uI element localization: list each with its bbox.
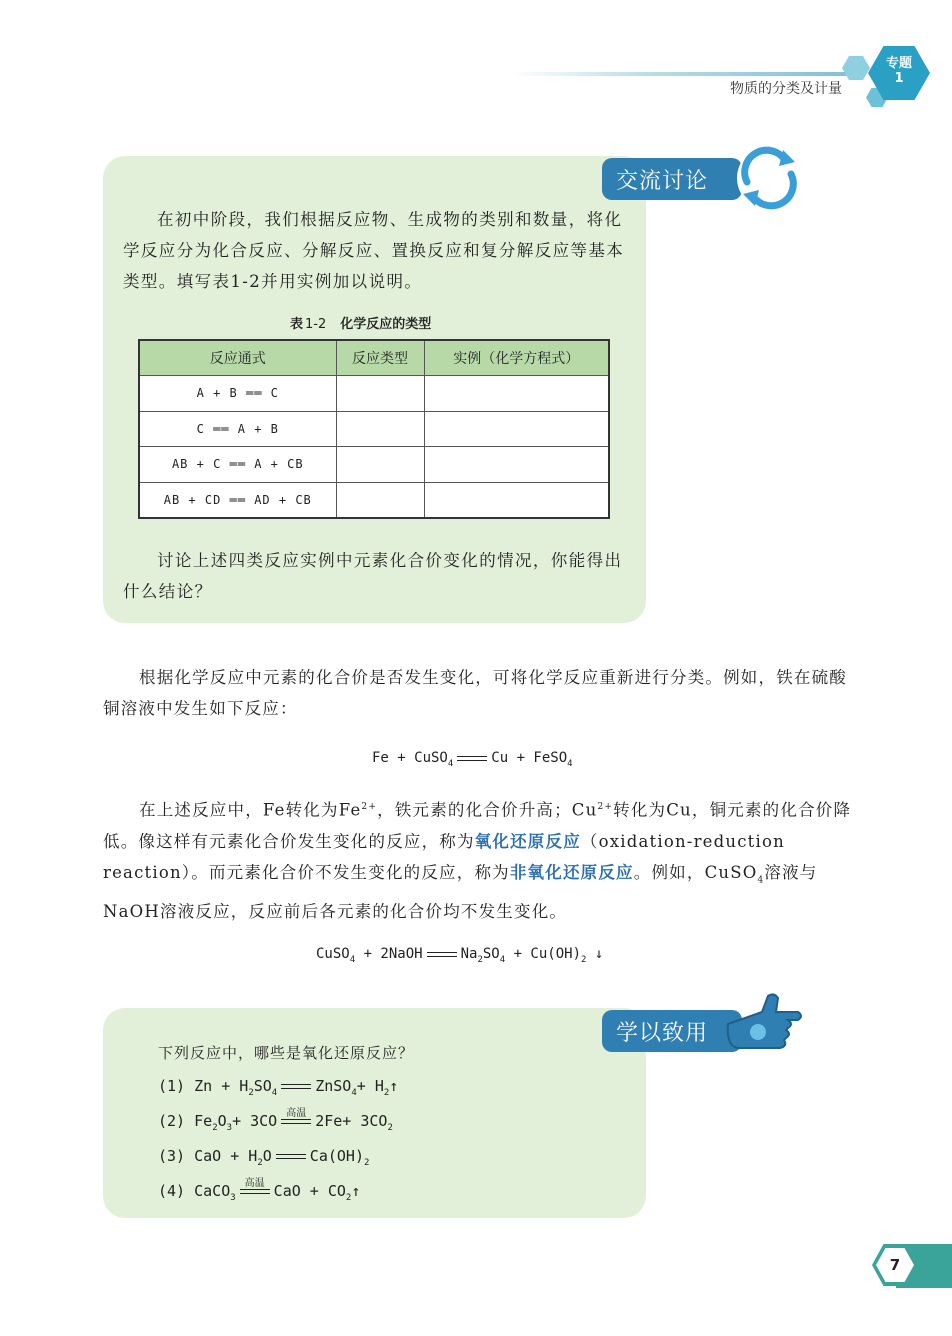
answer-cell[interactable]	[424, 376, 609, 412]
practice-badge: 学以致用	[602, 1010, 742, 1052]
p2-subscript: 4	[757, 874, 765, 885]
header-rule	[512, 72, 862, 76]
answer-cell[interactable]	[424, 482, 609, 518]
body-paragraph-1	[103, 662, 855, 724]
answer-cell[interactable]	[424, 411, 609, 447]
header-reaction-type: 反应类型	[336, 340, 424, 376]
answer-cell[interactable]	[336, 376, 424, 412]
table-row	[139, 376, 609, 412]
chapter-number: 1	[894, 71, 904, 86]
formula-cell: AB + C ══ A + CB	[139, 447, 336, 483]
equation-fe-cuso4: Fe + CuSO$_4$ Cu + FeSO$_4$	[372, 750, 573, 769]
chapter-label-text: 专题	[885, 56, 912, 71]
p2-text-b: ，铁元素的化合价升高；Cu	[377, 800, 598, 820]
header-general-formula: 反应通式	[139, 340, 336, 376]
caption-number: 1-2	[305, 317, 327, 332]
practice-item-4: (4) CaCO$_3$ 高温 CaO + $CO_2↑$	[158, 1182, 360, 1203]
practice-item-2: (2) $Fe_2O_3+ 3CO$ 高温 $2Fe+ 3CO_2$	[158, 1112, 393, 1133]
term-non-redox-reaction: 非氧化还原反应	[509, 862, 634, 882]
formula-cell: C ══ A + B	[139, 411, 336, 447]
caption-prefix: 表	[290, 317, 304, 332]
chapter-subtitle: 物质的分类及计量	[730, 81, 842, 97]
p2-superscript: 2+	[361, 802, 378, 812]
condition-label: 高温	[286, 1108, 307, 1119]
table-row	[139, 411, 609, 447]
cycle-arrows-icon	[733, 142, 805, 214]
p2-text-e: 。例如，CuSO	[633, 862, 758, 882]
table-row	[139, 447, 609, 483]
discussion-intro	[123, 204, 633, 297]
p2-text-f: 溶液与NaOH溶液反应，反应前后各元素的化合价均不发生变化。	[103, 862, 818, 921]
body-paragraph-1-text: 根据化学反应中元素的化合价是否发生变化，可将化学反应重新进行分类。例如，铁在硫酸铜溶液中发生如下反应：	[103, 668, 847, 718]
table-header-row	[139, 340, 609, 376]
answer-cell[interactable]	[336, 411, 424, 447]
answer-cell[interactable]	[424, 447, 609, 483]
formula-cell: AB + CD ══ AD + CB	[139, 482, 336, 518]
p2-text-c: 转化为Cu，铜元素的化合价降低。像这样有元素化合价发生变化的反应，称为	[103, 800, 852, 851]
practice-item-1: (1) $Zn + H_2SO_4$ ZnSO$_4$+ $H_2↑$	[158, 1077, 399, 1098]
p2-text-d: （oxidation-reduction reaction）。而元素化合价不发生变化的反应，称为	[103, 831, 785, 882]
page-number: 7	[889, 1256, 901, 1274]
term-redox-reaction: 氧化还原反应	[474, 831, 581, 851]
table-row	[139, 482, 609, 518]
table-caption	[290, 313, 431, 332]
chapter-label	[868, 56, 930, 86]
body-paragraph-2	[103, 792, 855, 927]
formula-cell: A + B ══ C	[139, 376, 336, 412]
equation-cuso4-naoh: CuSO$_4$ + 2NaOH $Na_2SO_4 + Cu(OH)_2$ ↓	[316, 946, 604, 965]
header-example: 实例（化学方程式）	[424, 340, 609, 376]
discussion-question-text: 讨论上述四类反应实例中元素化合价变化的情况，你能得出什么结论？	[123, 551, 623, 601]
p2-superscript: 2+	[597, 802, 614, 812]
reaction-types-table	[138, 339, 610, 519]
p2-text-a: 在上述反应中，Fe转化为Fe	[139, 800, 362, 820]
practice-item-3: (3) CaO + $H_2O$ $Ca(OH)_2$	[158, 1147, 370, 1168]
pointing-hand-icon	[718, 990, 806, 1056]
practice-question: 下列反应中，哪些是氧化还原反应？	[158, 1044, 415, 1062]
caption-title: 化学反应的类型	[340, 317, 432, 332]
discussion-badge: 交流讨论	[602, 158, 742, 200]
condition-label: 高温	[244, 1178, 265, 1189]
answer-cell[interactable]	[336, 447, 424, 483]
hexagon-decoration	[842, 56, 870, 80]
discussion-intro-text: 在初中阶段，我们根据反应物、生成物的类别和数量，将化学反应分为化合反应、分解反应、置换反应和复分解反应等基本类型。填写表1-2并用实例加以说明。	[123, 210, 625, 291]
answer-cell[interactable]	[336, 482, 424, 518]
discussion-question	[123, 545, 633, 607]
